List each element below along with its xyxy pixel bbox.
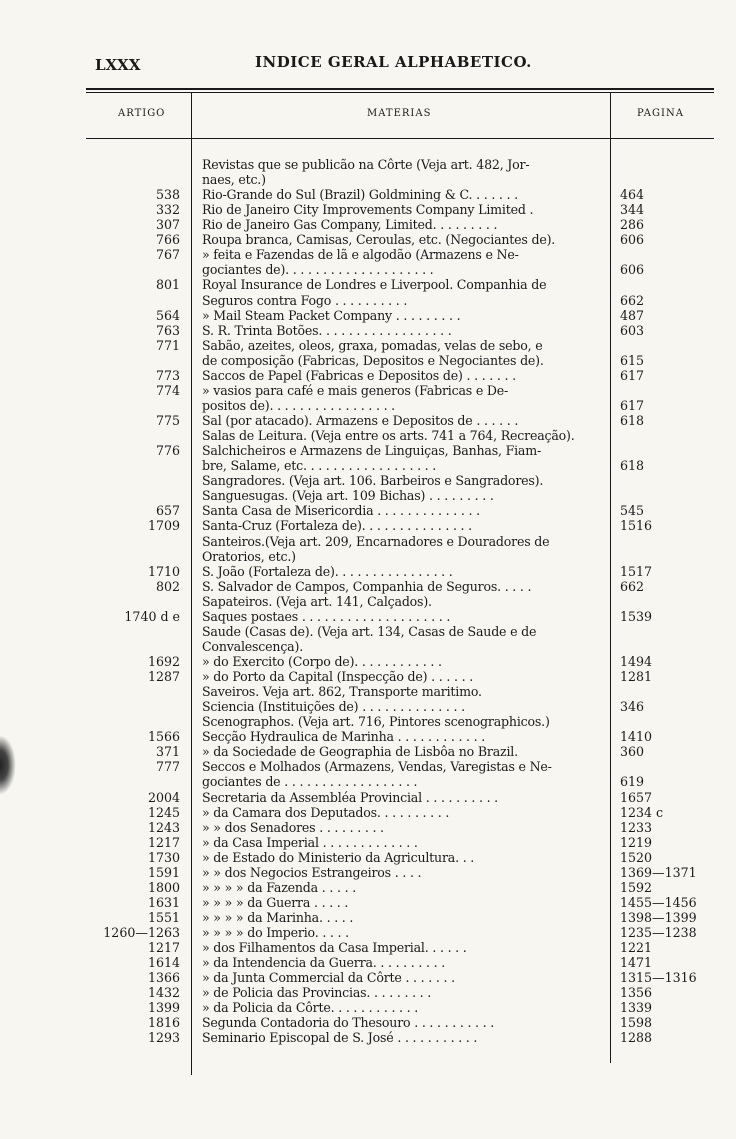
table-row [100,639,720,654]
article-number: 1730 [147,849,180,865]
page-reference: 606 [620,262,645,278]
entry-text: de composição (Fabricas, Depositos e Negociantes de). [202,352,544,368]
table-row [100,338,720,353]
article-number: 1217 [147,940,180,956]
table-row [100,714,720,729]
table-row [100,217,720,232]
table-row [100,774,720,789]
table-row [100,262,720,277]
entry-text: S. Salvador de Campos, Companhia de Seguros. . . . . [202,578,532,594]
entry-text: » » » » do Imperio. . . . . [202,925,349,941]
article-number: 1740 d e [124,608,180,624]
article-number: 776 [155,443,180,459]
entry-text: Royal Insurance de Londres e Liverpool. Companhia de [202,277,547,293]
article-number: 564 [155,307,180,323]
table-row [100,850,720,865]
entry-text: » de Estado do Ministerio da Agricultura. . . [202,849,475,865]
page-reference: 464 [620,187,645,203]
page-reference: 606 [620,232,645,248]
column-header-artigo: ARTIGO [118,108,166,119]
article-number: 1614 [147,955,180,971]
page-reference: 1657 [620,789,653,805]
entry-text: Seminario Episcopal de S. José . . . . . . . . . . . [202,1030,478,1046]
entry-text: Secção Hydraulica de Marinha . . . . . . . . . . . . [202,729,486,745]
entry-text: naes, etc.) [202,172,266,188]
article-number: 1551 [147,910,180,925]
page-reference: 662 [620,292,645,308]
article-number: 1243 [147,819,180,835]
entry-text: Rio de Janeiro Gas Company, Limited. . . . . . . . . [202,217,498,233]
page-reference: 487 [620,307,645,323]
entry-text: » da Sociedade de Geographia de Lisbôa no Brazil. [202,744,518,760]
page-reference: 344 [620,202,645,218]
column-header-pagina: PAGINA [637,108,684,119]
table-row [100,955,720,970]
entry-text: Sanguesugas. (Veja art. 109 Bichas) . . . . . . . . . [202,488,494,504]
table-row [100,790,720,805]
page-reference: 1234 c [620,804,664,820]
table-row [100,1030,720,1045]
entry-text: » » » » da Guerra . . . . . [202,894,349,910]
entry-text: bre, Salame, etc. . . . . . . . . . . . . . . . . . [202,458,437,474]
article-number: 1287 [147,669,180,685]
table-row [100,398,720,413]
page-reference: 618 [620,413,645,429]
table-row [100,820,720,835]
entry-text: Scenographos. (Veja art. 716, Pintores scenographicos.) [202,714,550,730]
article-number: 763 [155,322,180,338]
entry-text: » feita e Fazendas de lã e algodão (Armazens e Ne- [202,247,519,263]
table-row [100,534,720,549]
table-row [100,895,720,910]
article-number: 777 [155,759,180,775]
page-reference: 617 [620,397,645,413]
table-row [100,157,720,172]
article-number: 1260—1263 [103,925,180,941]
page-reference: 1356 [620,985,653,1001]
table-row [100,323,720,338]
table-row [100,277,720,292]
table-row [100,518,720,533]
table-row [100,805,720,820]
page-reference: 662 [620,578,645,594]
entry-text: Saques postaes . . . . . . . . . . . . . . . . . . . . [202,608,451,624]
table-row [100,985,720,1000]
article-number: 774 [155,382,180,398]
table-row [100,488,720,503]
article-number: 1710 [147,563,180,579]
page-reference: 1592 [620,879,653,895]
entry-text: Rio de Janeiro City Improvements Company Limited . [202,202,534,218]
table-row [100,368,720,383]
header-top-rule-thin [86,92,714,93]
table-row [100,1015,720,1030]
page-reference: 1410 [620,729,653,745]
table-row [100,835,720,850]
article-number: 538 [155,187,180,203]
table-row [100,383,720,398]
page-reference: 346 [620,699,645,715]
table-row [100,865,720,880]
entry-text: » Mail Steam Packet Company . . . . . . . . . [202,307,461,323]
article-number: 307 [155,217,180,233]
table-row [100,759,720,774]
article-number: 773 [155,367,180,383]
entry-text: Sabão, azeites, oleos, graxa, pomadas, velas de sebo, e [202,337,543,353]
article-number: 766 [155,232,180,248]
entry-text: gociantes de . . . . . . . . . . . . . . . . . . [202,774,418,790]
entry-text: » da Intendencia da Guerra. . . . . . . . . . [202,955,446,971]
page-reference: 1369—1371 [620,864,697,880]
article-number: 371 [155,744,180,760]
entry-text: » da Camara dos Deputados. . . . . . . . . . [202,804,450,820]
table-row [100,970,720,985]
table-row [100,910,720,925]
table-row [100,940,720,955]
article-number: 657 [155,503,180,519]
page-reference: 1398—1399 [620,910,697,925]
page-reference: 1288 [620,1030,653,1046]
page-reference: 615 [620,352,645,368]
table-row [100,1000,720,1015]
entry-text: » » dos Negocios Estrangeiros . . . . [202,864,422,880]
page-reference: 545 [620,503,645,519]
table-row [100,187,720,202]
article-number: 1366 [147,970,180,986]
table-row [100,609,720,624]
entry-text: gociantes de). . . . . . . . . . . . . . . . . . . . [202,262,434,278]
article-number: 1709 [147,518,180,534]
header-bottom-rule [86,138,714,139]
entry-text: Sangradores. (Veja art. 106. Barbeiros e Sangradores). [202,473,544,489]
table-row [100,729,720,744]
entry-text: » vasios para café e mais generos (Fabricas e De- [202,382,509,398]
entry-text: » de Policia das Provincias. . . . . . . . . [202,985,432,1001]
page-reference: 1281 [620,669,653,685]
table-row [100,172,720,187]
table-row [100,458,720,473]
table-row [100,202,720,217]
article-number: 1631 [147,894,180,910]
article-number: 767 [155,247,180,263]
header-top-rule [86,88,714,90]
article-number: 802 [155,578,180,594]
page-number: LXXX [95,56,141,74]
entry-text: Rio-Grande do Sul (Brazil) Goldmining & C. . . . . . . [202,187,518,203]
page-reference: 1219 [620,834,653,850]
page-reference: 1520 [620,849,653,865]
entry-text: » » dos Senadores . . . . . . . . . [202,819,384,835]
entry-text: S. João (Fortaleza de). . . . . . . . . . . . . . . . [202,563,453,579]
table-row [100,669,720,684]
page-reference: 619 [620,774,645,790]
article-number: 1566 [147,729,180,745]
entry-text: Salas de Leitura. (Veja entre os arts. 741 a 764, Recreação). [202,428,575,444]
page-title: INDICE GERAL ALPHABETICO. [255,53,532,71]
entry-text: Seguros contra Fogo . . . . . . . . . . [202,292,408,308]
entry-text: Oratorios, etc.) [202,548,296,564]
table-row [100,579,720,594]
page-reference: 1315—1316 [620,970,697,986]
page-reference: 1471 [620,955,653,971]
table-row [100,925,720,940]
entry-text: Sciencia (Instituições de) . . . . . . . . . . . . . . [202,699,465,715]
table-row [100,699,720,714]
table-row [100,353,720,368]
page-reference: 286 [620,217,645,233]
entry-text: Santa Casa de Misericordia . . . . . . . . . . . . . . [202,503,480,519]
entry-text: » da Casa Imperial . . . . . . . . . . . . . [202,834,418,850]
page-reference: 1235—1238 [620,925,697,941]
article-number: 771 [155,337,180,353]
page-reference: 1517 [620,563,653,579]
article-number: 801 [155,277,180,293]
column-header-materias: MATERIAS [367,108,432,119]
page-reference: 1233 [620,819,653,835]
entry-text: » da Policia da Côrte. . . . . . . . . . . . [202,1000,419,1016]
entry-text: Roupa branca, Camisas, Ceroulas, etc. (Negociantes de). [202,232,556,248]
page-reference: 1455—1456 [620,894,697,910]
article-number: 2004 [147,789,180,805]
entry-text: Convalescença). [202,638,303,654]
entry-text: Saude (Casas de). (Veja art. 134, Casas de Saude e de [202,623,537,639]
table-row [100,232,720,247]
article-number: 1432 [147,985,180,1001]
table-row [100,564,720,579]
entry-text: Santa-Cruz (Fortaleza de). . . . . . . . . . . . . . . [202,518,472,534]
table-row [100,247,720,262]
page-reference: 1494 [620,653,653,669]
table-row [100,503,720,518]
entry-text: positos de). . . . . . . . . . . . . . . . . [202,397,395,413]
entry-text: » da Junta Commercial da Côrte . . . . . . . [202,970,455,986]
entry-text: Segunda Contadoria do Thesouro . . . . . . . . . . . [202,1015,495,1031]
table-row [100,684,720,699]
page-edge-stain [0,735,16,795]
entry-text: » » » » da Marinha. . . . . [202,910,354,925]
page-reference: 1539 [620,608,653,624]
article-number: 1399 [147,1000,180,1016]
entry-text: » dos Filhamentos da Casa Imperial. . . . . . [202,940,467,956]
page-reference: 360 [620,744,645,760]
entry-text: » » » » da Fazenda . . . . . [202,879,356,895]
entry-text: Saccos de Papel (Fabricas e Depositos de) . . . . . . . [202,367,516,383]
page-reference: 618 [620,458,645,474]
table-row [100,473,720,488]
table-row [100,428,720,443]
entry-text: Revistas que se publicão na Côrte (Veja art. 482, Jor- [202,157,530,172]
page-reference: 1339 [620,1000,653,1016]
entry-text: Sapateiros. (Veja art. 141, Calçados). [202,593,432,609]
table-row [100,413,720,428]
article-number: 1217 [147,834,180,850]
page-reference: 603 [620,322,645,338]
article-number: 332 [155,202,180,218]
entry-text: Secretaria da Assembléa Provincial . . . . . . . . . . [202,789,498,805]
table-row [100,654,720,669]
entry-text: » do Porto da Capital (Inspecção de) . . . . . . [202,669,474,685]
entry-text: S. R. Trinta Botões. . . . . . . . . . . . . . . . . . [202,322,452,338]
entry-text: » do Exercito (Corpo de). . . . . . . . . . . . [202,653,442,669]
table-row [100,744,720,759]
article-number: 1245 [147,804,180,820]
article-number: 1293 [147,1030,180,1046]
article-number: 1591 [147,864,180,880]
entry-text: Sal (por atacado). Armazens e Depositos de . . . . . . [202,413,519,429]
article-number: 1692 [147,653,180,669]
table-row [100,293,720,308]
article-number: 1816 [147,1015,180,1031]
table-row [100,549,720,564]
page-reference: 617 [620,367,645,383]
table-row [100,443,720,458]
page-reference: 1221 [620,940,653,956]
table-row [100,308,720,323]
table-row [100,880,720,895]
article-number: 775 [155,413,180,429]
entry-text: Seccos e Molhados (Armazens, Vendas, Varegistas e Ne- [202,759,552,775]
table-row [100,594,720,609]
table-row [100,624,720,639]
entry-text: Saveiros. Veja art. 862, Transporte maritimo. [202,684,482,700]
entry-text: Salchicheiros e Armazens de Linguiças, Banhas, Fiam- [202,443,542,459]
page-reference: 1598 [620,1015,653,1031]
article-number: 1800 [147,879,180,895]
entry-text: Santeiros.(Veja art. 209, Encarnadores e Douradores de [202,533,550,549]
page-reference: 1516 [620,518,653,534]
